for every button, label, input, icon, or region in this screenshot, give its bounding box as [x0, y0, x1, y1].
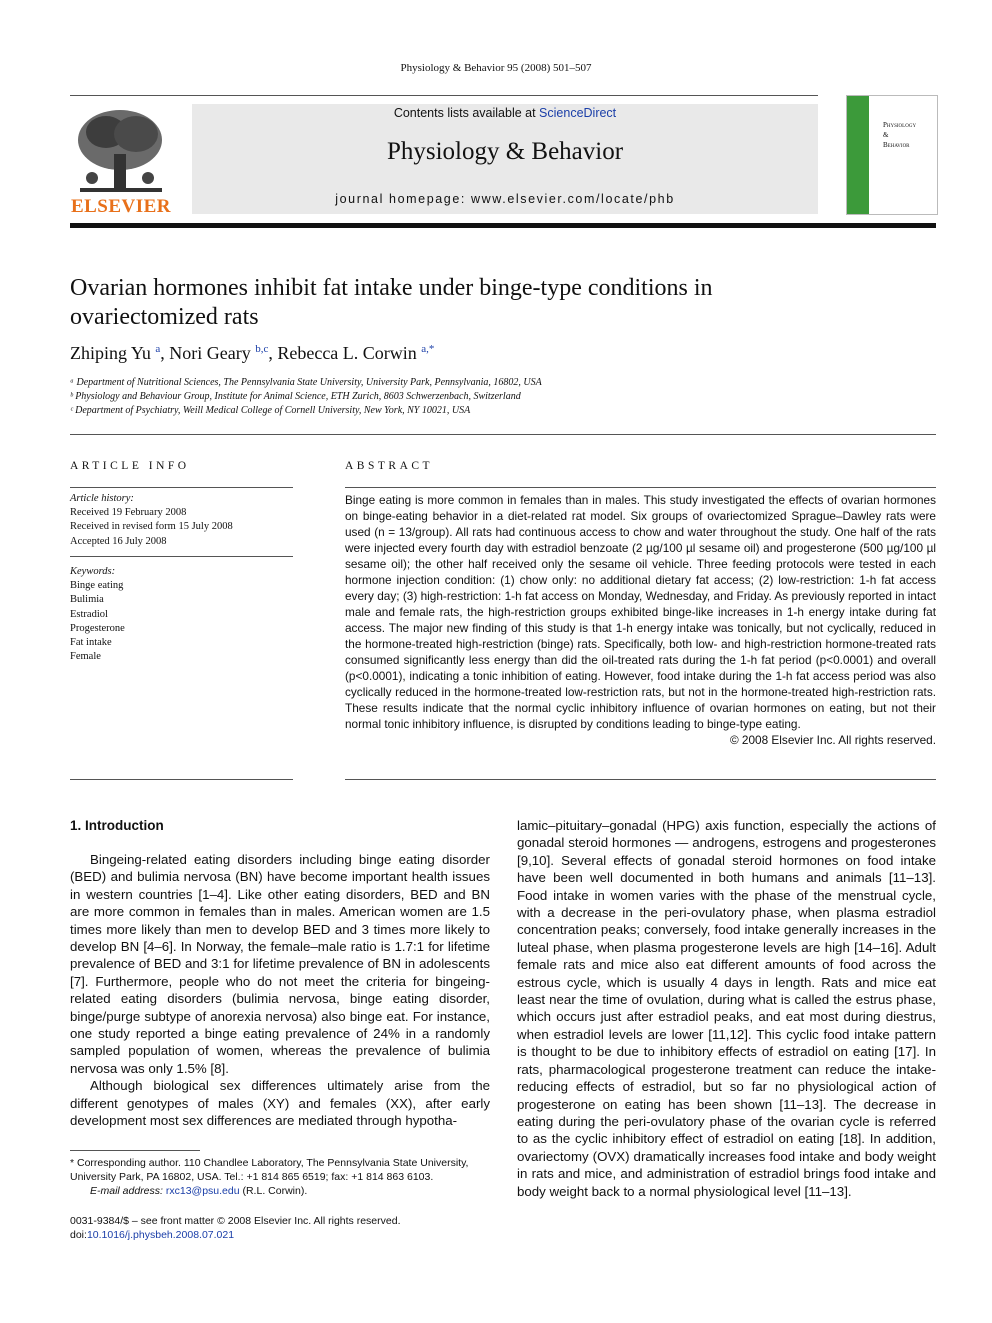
affiliation: ᵇ Physiology and Behaviour Group, Institute for Animal Science, ETH Zurich, 8603 Schwerzenbach, Switzerland [70, 391, 521, 402]
keywords-label: Keywords: [70, 566, 116, 577]
cover-stripe [847, 96, 869, 214]
author-name[interactable]: Rebecca L. Corwin [277, 343, 417, 363]
doi-link[interactable]: 10.1016/j.physbeh.2008.07.021 [86, 1229, 235, 1241]
keywords-rule [70, 556, 293, 557]
keyword: Fat intake [70, 637, 112, 649]
intro-heading: 1. Introduction [70, 818, 164, 833]
front-matter [70, 1214, 490, 1242]
article-info-heading: ARTICLE INFO [70, 460, 190, 472]
author-sup[interactable]: b,c [255, 343, 269, 355]
keyword: Binge eating [70, 580, 124, 592]
email-line [70, 1184, 490, 1198]
right-column [517, 817, 936, 1200]
history-label: Article history: [70, 493, 134, 504]
author-list: Zhiping Yu $^a$, Nori Geary $^{b,c}$, Rebecca L. Corwin $^{a,*}$ [70, 343, 435, 363]
cover-line-1: Physiology [883, 121, 917, 129]
received-date: Received 19 February 2008 [70, 507, 187, 519]
abstract-text: Binge eating is more common in females than in males. This study investigated the effects of ovarian hormones on binge-eating behavior in a diet-related rat model. Six groups of ovariectomized Sprague–Dawley rats were used (n = 13/group). All rats had continuous access to chow and water throughout the study. One half of the rats were injected every fourth day with estradiol benzoate (2 µg/100 µl sesame oil) and progesterone (500 µg/100 µl sesame oil); the other half received only the sesame oil vehicle. Three feeding protocols were tested in each hormone injection condition: (1) chow only: no additional dietary fat access; (2) low-restriction: 1-h fat access every day; (3) high-restriction: 1-h fat access on Monday, Wednesday, and Friday. As previously reported in intact male and female rats, the high-restriction groups exhibited binge-like increases in 1-h energy intake during fat access. The major new finding of this study is that 1-h energy intake was tonically, but not cyclically, reduced in the hormone-treated high-restriction (binge) rats. Specifically, both low- and high-restriction hormone-treated rats consumed significantly less energy than did the oil-treated rats during the 1-h fat period (p<0.0001) and overall (p<0.0001), indicating a tonic inhibition of eating. However, food intake during the 1-h fat access period was also cyclically reduced in the hormone-treated low-restriction rats, but not in the hormone-treated high-restriction rats. These results indicate that the normal cyclic inhibitory influence of ovarian hormones on eating, but not their normal tonic inhibitory influence, is disrupted by conditions leading to binge-type eating. [345, 493, 936, 731]
email-link[interactable]: rxc13@psu.edu [165, 1185, 240, 1197]
accepted-date: Accepted 16 July 2008 [70, 535, 167, 547]
email-label: E-mail address: [90, 1185, 166, 1197]
issn-line: 0031-9384/$ – see front matter © 2008 Elsevier Inc. All rights reserved. [70, 1215, 401, 1227]
keyword: Progesterone [70, 622, 125, 634]
footnotes [70, 1156, 490, 1198]
journal-title: Physiology & Behavior [386, 138, 624, 165]
doi-label: doi: [70, 1229, 87, 1241]
article-info-bottom-rule [70, 779, 293, 780]
cover-line-2: & [883, 131, 889, 139]
section-rule [70, 434, 936, 435]
author-name[interactable]: Zhiping Yu [70, 343, 151, 363]
corresponding-author-note: * Corresponding author. 110 Chandlee Laboratory, The Pennsylvania State University, University Park, PA 16802, USA. Tel.: +1 814 865 6519; fax: +1 814 863 6103. [70, 1157, 469, 1183]
abstract-block [345, 492, 936, 748]
publisher-wordmark: ELSEVIER [70, 196, 172, 217]
cover-line-3: Behavior [883, 141, 910, 149]
abstract-heading: ABSTRACT [345, 460, 434, 472]
article-info-rule [70, 487, 293, 488]
abstract-copyright: © 2008 Elsevier Inc. All rights reserved. [729, 733, 936, 747]
keyword: Estradiol [70, 608, 108, 620]
banner-top-rule [70, 95, 818, 96]
doi-line [70, 1228, 490, 1242]
intro-paragraph-3: lamic–pituitary–gonadal (HPG) axis function, especially the actions of gonadal steroid hormones — androgens, estrogens and progesterones [9,10]. Several effects of gonadal steroid hormones on food intake have been well documented in both humans and animals [11–13]. Food intake in women varies with the phase of the menstrual cycle, with a decrease in the peri-ovulatory phase, when plasma estradiol concentration peaks; conversely, food intake generally increases in the luteal phase, when plasma progesterone levels are high [14–16]. Adult female rats and mice also eat different amounts of food across the estrous cycle, which is usually 4 days in length. Rats and mice eat least near the time of ovulation, during what is called the estrus phase, which occurs just after estradiol peaks, and eat most during diestrus, when estradiol levels are lower [11,12]. This cyclic food intake pattern is thought to be due to inhibitory effects of estradiol on eating [17]. In rats, pharmacological progesterone treatment can reduce the intake-reducing effects of estradiol, but so far no physiological action of progesterone on eating has been shown [11–13]. The decrease in eating during the peri-ovulatory phase of the ovarian cycle is referred to as the cyclic inhibitory effect of estradiol on eating [18]. In addition, ovariectomy (OVX) dramatically increases food intake and body weight in rats and mice, and administration of estradiol brings food intake and body weight back to a normal physiological level [11–13]. [517, 818, 936, 1199]
affiliation: ᵃ Department of Nutritional Sciences, The Pennsylvania State University, University Park, Pennsylvania, 16802, USA [70, 377, 542, 388]
email-suffix: (R.L. Corwin). [239, 1185, 308, 1197]
footnote-rule [70, 1150, 200, 1151]
left-column [70, 851, 490, 1130]
affiliation: ᶜ Department of Psychiatry, Weill Medical College of Cornell University, New York, NY 10021, USA [70, 405, 471, 416]
journal-citation: Physiology & Behavior 95 (2008) 501–507 [400, 62, 592, 74]
sciencedirect-link[interactable]: ScienceDirect [539, 106, 617, 120]
header-thick-rule [70, 223, 936, 228]
contents-prefix: Contents lists available at [393, 106, 540, 120]
article-history [70, 492, 293, 549]
keywords-block [70, 565, 293, 664]
journal-homepage[interactable]: journal homepage: www.elsevier.com/locate/phb [335, 192, 675, 206]
author-name[interactable]: Nori Geary [169, 343, 251, 363]
intro-paragraph-1: Bingeing-related eating disorders including binge eating disorder (BED) and bulimia nervosa (BN) have become important health issues in western countries [1–4]. Like other eating disorders, BED and BN are more common in females than in males. American women are 1.5 times more likely than men to develop BED and 3 times more likely to develop BN [4–6]. In Norway, the female–male ratio is 1.7:1 for lifetime prevalence of BED and 3:1 for lifetime prevalence of BN in adolescents [7]. Furthermore, people who do not meet the criteria for bingeing-related eating disorders (bulimia nervosa, binge eating disorder, binge/purge subtype of anorexia nervosa) also binge eat. For instance, one study reported a binge eating prevalence of 24% in a randomly sampled population of women, whereas the prevalence of bulimia nervosa was only 1.5% [8]. [70, 852, 490, 1076]
keyword: Bulimia [70, 594, 104, 606]
abstract-bottom-rule [345, 779, 936, 780]
abstract-rule [345, 487, 936, 488]
author-sup[interactable]: a,* [421, 343, 435, 355]
intro-paragraph-2: Although biological sex differences ultimately arise from the different genotypes of males (XY) and females (XX), after early development most sex differences are mediated through hypotha- [70, 1078, 490, 1129]
journal-cover-thumbnail [846, 95, 938, 215]
contents-line [192, 106, 818, 120]
keyword: Female [70, 651, 101, 663]
revised-date: Received in revised form 15 July 2008 [70, 521, 233, 533]
article-title: Ovarian hormones inhibit fat intake under binge-type conditions in ovariectomized rats [70, 275, 713, 330]
cover-title [883, 120, 916, 150]
author-sup[interactable]: a [155, 343, 161, 355]
